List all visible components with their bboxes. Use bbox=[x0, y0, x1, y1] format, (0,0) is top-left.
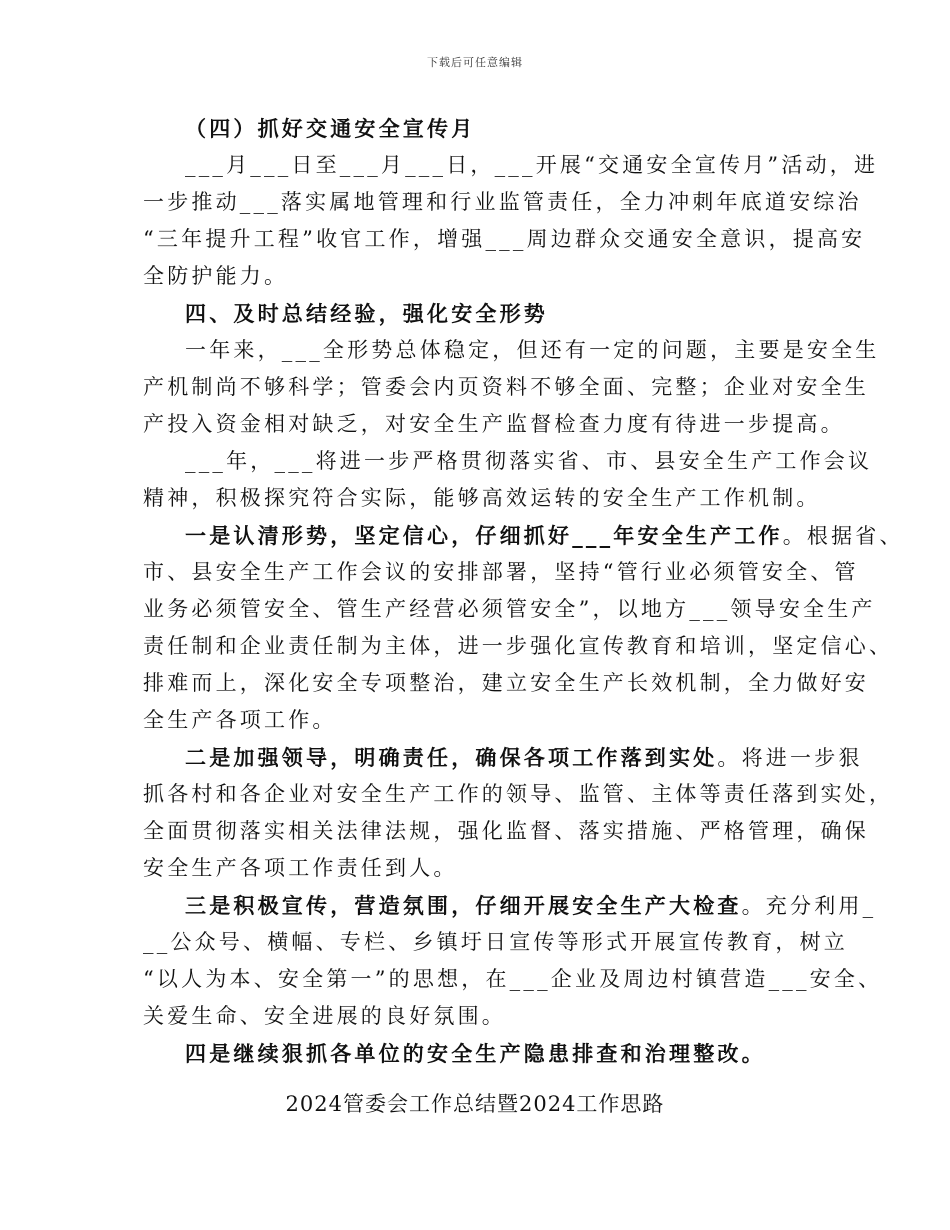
paragraph-line bbox=[143, 517, 904, 554]
paragraph-line: 精神，积极探究符合实际，能够高效运转的安全生产工作机制。 bbox=[143, 486, 821, 510]
paragraph-line: 责任制和企业责任制为主体，进一步强化宣传教育和培训，坚定信心、 bbox=[143, 634, 894, 658]
section-heading: 四、及时总结经验，强化安全形势 bbox=[185, 301, 548, 326]
paragraph-text: 。根据省、 bbox=[782, 524, 904, 548]
paragraph-line: 四是继续狠抓各单位的安全生产隐患排查和治理整改。 bbox=[185, 1041, 766, 1066]
paragraph-line: “以人为本、安全第一”的思想，在___企业及周边村镇营造___安全、 bbox=[143, 967, 883, 991]
page-header-note: 下载后可任意编辑 bbox=[427, 56, 523, 69]
paragraph-line: 抓各村和各企业对安全生产工作的领导、监管、主体等责任落到实处， bbox=[143, 782, 894, 806]
paragraph-text: 。充分利用_ bbox=[741, 894, 877, 918]
paragraph-line: 业务必须管安全、管生产经营必须管安全”，以地方___领导安全生产 bbox=[143, 597, 876, 621]
paragraph-line: ___年，___将进一步严格贯彻落实省、市、县安全生产工作会议 bbox=[185, 449, 873, 473]
paragraph-line: 一年来，___全形势总体稳定，但还有一定的问题，主要是安全生 bbox=[185, 338, 880, 362]
paragraph-line bbox=[143, 887, 877, 924]
section-heading: （四）抓好交通安全宣传月 bbox=[185, 116, 476, 141]
paragraph-line: 全防护能力。 bbox=[143, 264, 289, 288]
paragraph-lead-bold: 一是认清形势，坚定信心，仔细抓好___年安全生产工作 bbox=[185, 523, 783, 548]
paragraph-line: 全生产各项工作。 bbox=[143, 708, 337, 732]
paragraph-line: “三年提升工程”收官工作，增强___周边群众交通安全意识，提高安 bbox=[143, 227, 866, 251]
paragraph-line: 产投入资金相对缺乏，对安全生产监督检查力度有待进一步提高。 bbox=[143, 412, 845, 436]
paragraph-lead-bold: 三是积极宣传，营造氛围，仔细开展安全生产大检查 bbox=[185, 893, 742, 918]
paragraph-line: 全面贯彻落实相关法律法规，强化监督、落实措施、严格管理，确保 bbox=[143, 819, 869, 843]
paragraph-line: 关爱生命、安全进展的良好氛围。 bbox=[143, 1004, 506, 1028]
paragraph-line: 安全生产各项工作责任到人。 bbox=[143, 856, 458, 880]
paragraph-text: 。将进一步狠 bbox=[717, 746, 863, 770]
paragraph-line bbox=[143, 739, 863, 776]
document-body bbox=[143, 110, 904, 1072]
paragraph-line: 市、县安全生产工作会议的安排部署，坚持“管行业必须管安全、管 bbox=[143, 560, 859, 584]
paragraph-line: __公众号、横幅、专栏、乡镇圩日宣传等形式开展宣传教育，树立 bbox=[143, 930, 848, 954]
paragraph-lead-bold: 二是加强领导，明确责任，确保各项工作落到实处 bbox=[185, 745, 718, 770]
document-title: 2024管委会工作总结暨2024工作思路 bbox=[285, 1092, 665, 1116]
paragraph-line: 产机制尚不够科学；管委会内页资料不够全面、完整；企业对安全生 bbox=[143, 375, 869, 399]
paragraph-line: ___月___日至___月___日，___开展“交通安全宣传月”活动，进 bbox=[185, 153, 879, 177]
paragraph-line: 排难而上，深化安全专项整治，建立安全生产长效机制，全力做好安 bbox=[143, 671, 869, 695]
paragraph-line: 一步推动___落实属地管理和行业监管责任，全力冲刺年底道安综治 bbox=[143, 190, 862, 214]
